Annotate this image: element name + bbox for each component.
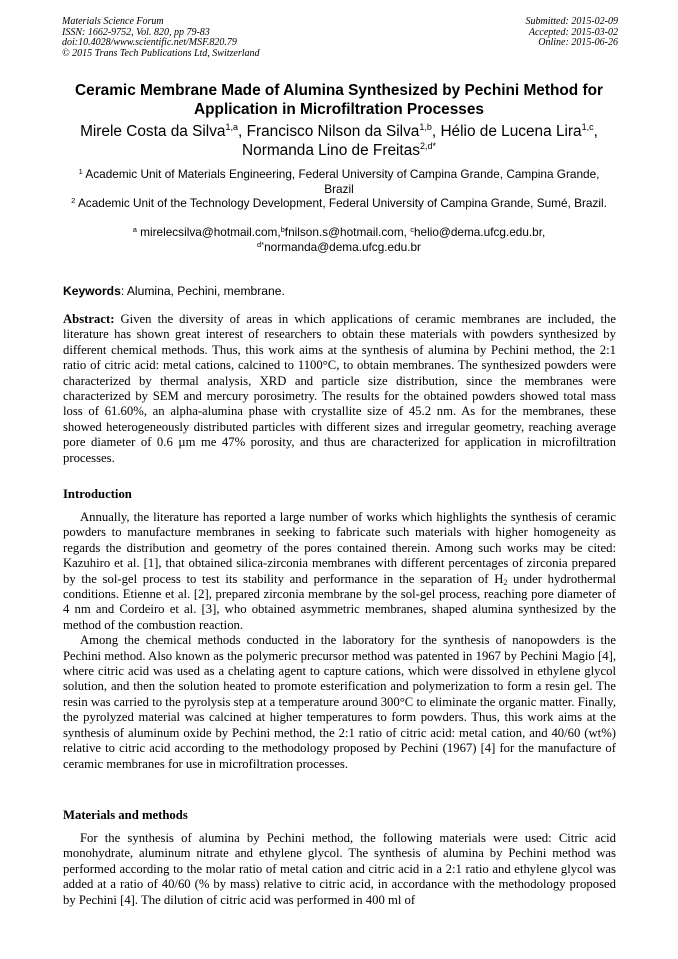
email-mark: b: [280, 225, 285, 234]
affiliation-number: 2: [71, 196, 76, 205]
author-name: Normanda Lino de Freitas: [242, 141, 420, 159]
journal-issn: ISSN: 1662-9752, Vol. 820, pp 79-83: [62, 26, 210, 38]
email-mark: c: [410, 225, 414, 234]
author-affiliation-mark: 1,a: [225, 122, 238, 132]
keywords-line: [63, 284, 285, 298]
affiliation-text: Academic Unit of the Technology Development, Federal University of Campina Grande, Sumé, Brazil.: [77, 196, 607, 210]
methods-heading: Materials and methods: [63, 808, 188, 822]
email-mark: d*: [256, 239, 265, 249]
affiliation-text: Academic Unit of Materials Engineering, Federal University of Campina Grande, Campina Grande, Brazil: [85, 167, 600, 196]
journal-name: Materials Science Forum: [62, 16, 164, 27]
abstract: [63, 312, 616, 466]
affiliation-2: [70, 196, 608, 211]
dates-header: [526, 17, 619, 49]
author-list: Mirele Costa da Silva$^{1,a}$, Francisco Nilson da Silva$^{1,b}$, Hélio de Lucena Lira$^{1,c}$, Normanda Lino de Freitas$^{2,d*}$: [80, 122, 598, 159]
journal-doi: doi:10.4028/www.scientific.net/MSF.820.79: [62, 37, 237, 48]
email-link[interactable]: helio@dema.ufcg.edu.br,: [413, 225, 546, 239]
author-affiliation-mark: 2,d*: [419, 140, 436, 151]
email-link[interactable]: fnilson.s@hotmail.com,: [284, 225, 407, 239]
author-name: Hélio de Lucena Lira: [440, 123, 582, 140]
keywords-text: : Alumina, Pechini, membrane.: [120, 284, 285, 298]
keywords-label: Keywords: [63, 284, 121, 298]
author-affiliation-mark: 1,b: [419, 122, 432, 132]
abstract-text: Given the diversity of areas in which applications of ceramic membranes are included, the literature has shown great interest of researchers to obtain these materials with powders synthesized by different chemical methods. Thus, this work aims at the synthesis of alumina by Pechini method, the 2:1 ratio of citric acid: metal cations, calcined to 1100°C, to obtain membranes. The synthesized powders were characterized by thermal analysis, XRD and particle size distribution, since the membranes were characterized by SEM and mercury porosimetry. The results for the obtained powders showed total mass loss of 61.60%, an alpha-alumina phase with crystallite size of 45.2 nm. As for the membranes, these showed heterogeneously distributed particles with different sizes and irregular geometry, reaching average pore diameter of 0.6 µm me 47% porosity, and thus are characterized for application in microfiltration processes.: [63, 312, 616, 465]
introduction-heading: Introduction: [63, 487, 132, 501]
paragraph: Among the chemical methods conducted in the laboratory for the synthesis of nanopowders is the Pechini method. Also known as the polymeric precursor method was patented in 1967 by Pechini Magio [4], where citric acid was used as a chelating agent to capture cations, which were dissolved in ethylene glycol solution, and then the solution heated to promote esterification and polymerization to form a resin gel. The resin was carried to the pyrolysis step at a temperature around 300°C to eliminate the organic matter. Finally, the pyrolyzed material was calcined at higher temperatures to form powders. Thus, this work aims at the synthesis of aluminum oxide by Pechini method, the 2:1 ratio of citric acid: metal cation, and 40/60 (wt%) relative to citric acid according to the methodology proposed by Pechini (1967) [4] for the manufacture of ceramic membranes for use in microfiltration processes.: [63, 633, 616, 771]
paragraph: Annually, the literature has reported a large number of works which highlights the synthesis of ceramic powders to manufacture membranes in seeking to fabricate such materials with higher homogeneity as regards the distribution and geometry of the pores contained therein. Among such works may be cited: Kazuhiro et al. [1], that obtained silica-zirconia membranes with different percentages of zirconia prepared by the sol-gel process to test its stability and performance in the separation of $H_2$ under hydrothermal conditions. Etienne et al. [2], prepared zirconia membrane by the sol-gel process, reaching pore diameter of 4 nm and Cordeiro et al. [3], who obtained asymmetric membranes, shaped alumina synthesized by the method of the combustion reaction.: [63, 510, 616, 632]
email-mark: a: [132, 225, 137, 234]
email-link[interactable]: normanda@dema.ufcg.edu.br: [264, 239, 421, 254]
paper-title: Ceramic Membrane Made of Alumina Synthesized by Pechini Method for Application in Microfiltration Processes: [75, 82, 603, 118]
online-date: Online: 2015-06-26: [538, 37, 618, 48]
author-name: Mirele Costa da Silva: [80, 123, 226, 140]
author-affiliation-mark: 1,c: [581, 122, 594, 132]
submitted-date: Submitted: 2015-02-09: [525, 16, 618, 27]
journal-copyright: © 2015 Trans Tech Publications Ltd, Switzerland: [62, 47, 260, 59]
affiliation-1: [70, 167, 608, 196]
paragraph: For the synthesis of alumina by Pechini method, the following materials were used: Citric acid monohydrate, aluminum nitrate and ethylene glycol. The synthesis of alumina by Pechini method was performed according to the molar ratio of metal cation and citric acid in a 2:1 ratio and ethylene glycol was added at a ratio of 40/60 (% by mass) relative to citric acid, in accordance with the methodology proposed by Pechini [4]. The dilution of citric acid was performed in 400 ml of: [63, 831, 616, 907]
affiliation-number: 1: [78, 167, 83, 176]
introduction-body: [63, 510, 616, 772]
journal-header: [62, 17, 260, 59]
abstract-label: Abstract:: [63, 312, 115, 326]
author-emails: [62, 225, 616, 254]
methods-body: [63, 831, 616, 908]
accepted-date: Accepted: 2015-03-02: [528, 26, 618, 38]
email-link[interactable]: mirelecsilva@hotmail.com,: [140, 225, 281, 239]
author-name: Francisco Nilson da Silva: [246, 123, 420, 140]
